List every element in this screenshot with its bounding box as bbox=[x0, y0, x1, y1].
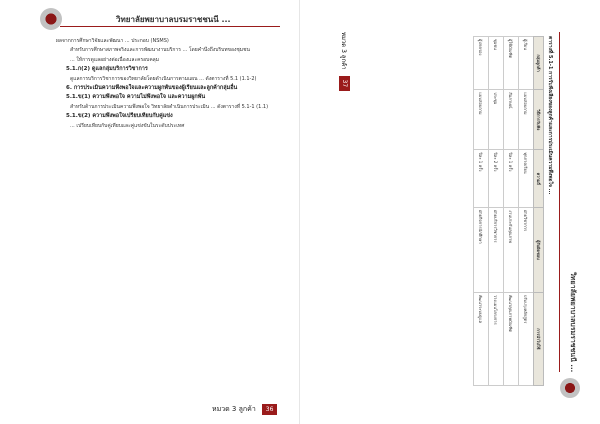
right-page bbox=[300, 0, 600, 424]
paragraph: สำหรับด้านการประเมินความพึงพอใจ วิทยาลัยดำเนินการประเมิน ... ดังตารางที่ 5.1-1 (1.1) bbox=[70, 103, 269, 110]
page-number: 37 bbox=[339, 76, 350, 92]
table-cell: ฝ่ายบริการวิชาการ bbox=[489, 208, 504, 293]
footer-label: หมวด 3 ลูกค้า bbox=[340, 32, 348, 70]
table-cell: พัฒนาระบบดูแล bbox=[474, 292, 489, 385]
table-cell: สัมภาษณ์ bbox=[504, 90, 519, 150]
subsection-heading: 5.1.ข(1) ความพึงพอใจ ความไม่พึงพอใจ และความผูกพัน bbox=[66, 94, 206, 101]
table-title: ตารางที่ 5.1-1 การรับฟังเสียงของลูกค้าและการประเมินความพึงพอใจ ... bbox=[547, 36, 553, 195]
table-cell: พัฒนาคุณภาพบัณฑิต bbox=[504, 292, 519, 385]
table-cell: ปีละ 1 ครั้ง bbox=[474, 150, 489, 208]
table-cell: ปีละ 2 ครั้ง bbox=[489, 150, 504, 208]
column-header: ความถี่ bbox=[534, 150, 544, 208]
column-header: การนำไปใช้ bbox=[534, 292, 544, 385]
table-cell: ฝ่ายกิจการนักศึกษา bbox=[474, 208, 489, 293]
table-cell: ชุมชน bbox=[489, 37, 504, 90]
header-rule bbox=[559, 32, 560, 372]
table-row bbox=[474, 37, 489, 386]
column-header: ผู้รับผิดชอบ bbox=[534, 208, 544, 293]
section-heading: 6. การประเมินความพึงพอใจและความผูกพันของผู้เรียนและลูกค้ากลุ่มอื่น bbox=[66, 85, 238, 92]
table-cell: งานประกันคุณภาพ bbox=[504, 208, 519, 293]
table-header-row bbox=[534, 37, 544, 386]
paragraph: ... ให้การดูแลอย่างต่อเนื่องและครอบคลุม bbox=[70, 56, 160, 63]
column-header: วิธีการรับฟัง bbox=[534, 90, 544, 150]
college-logo bbox=[40, 8, 62, 30]
page-number: 36 bbox=[262, 404, 278, 415]
paragraph: สำหรับการศึกษาสภาพจริงและการพัฒนางานบริการ ... โดยคำนึงถึงบริบทของชุมชน bbox=[70, 47, 250, 54]
column-header: กลุ่มลูกค้า bbox=[534, 37, 544, 90]
header-logo-group bbox=[40, 8, 62, 30]
table-row bbox=[489, 37, 504, 386]
left-footer bbox=[212, 404, 277, 415]
section-heading: 5.1.ก(2) ดูแลกลุ่มบริการวิชาการ bbox=[66, 66, 148, 73]
footer-label: หมวด 3 ลูกค้า bbox=[212, 405, 256, 413]
table-cell: ฝ่ายวิชาการ bbox=[519, 208, 534, 293]
table-cell: แบบสอบถาม bbox=[474, 90, 489, 150]
rotated-landscape-wrapper bbox=[300, 0, 600, 424]
table-cell: ปีละ 1 ครั้ง bbox=[504, 150, 519, 208]
right-footer bbox=[339, 32, 350, 91]
college-logo bbox=[560, 378, 580, 398]
table-cell: ทุกภาคเรียน bbox=[519, 150, 534, 208]
left-header-title: วิทยาลัยพยาบาลบรมราชชนนี ... bbox=[116, 15, 231, 24]
rotated-landscape-content bbox=[320, 22, 580, 402]
table-cell: ผู้เรียน bbox=[519, 37, 534, 90]
data-table bbox=[473, 36, 544, 386]
table-row bbox=[504, 37, 519, 386]
paragraph: ... เปรียบเทียบกับคู่เทียบและคู่แข่งขันในระดับประเทศ bbox=[70, 122, 185, 129]
subsection-heading: 5.1.ข(2) ความพึงพอใจเปรียบเทียบกับคู่แข่ง bbox=[66, 113, 173, 120]
paragraph: ผลจากการศึกษาวิจัยและพัฒนา ... ประกอบ (NSMS) bbox=[56, 38, 169, 44]
table-cell: ผู้ใช้บัณฑิต bbox=[504, 37, 519, 90]
left-body-text bbox=[56, 38, 284, 132]
table-cell: ปรับปรุงหลักสูตร bbox=[519, 292, 534, 385]
paragraph: ดูแลการบริการวิชาการของวิทยาลัยโดยดำเนินการตามแผน ... ดังตารางที่ 5.1 (1.1-2) bbox=[70, 75, 257, 82]
header-rule bbox=[60, 26, 280, 27]
table-cell: ประชุม bbox=[489, 90, 504, 150]
right-header-title: วิทยาลัยพยาบาลบรมราชชนนี ... bbox=[569, 272, 577, 373]
table-cell: ผู้ปกครอง bbox=[474, 37, 489, 90]
table-cell: แบบสอบถาม bbox=[519, 90, 534, 150]
table-cell: วางแผนโครงการ bbox=[489, 292, 504, 385]
table-row bbox=[519, 37, 534, 386]
